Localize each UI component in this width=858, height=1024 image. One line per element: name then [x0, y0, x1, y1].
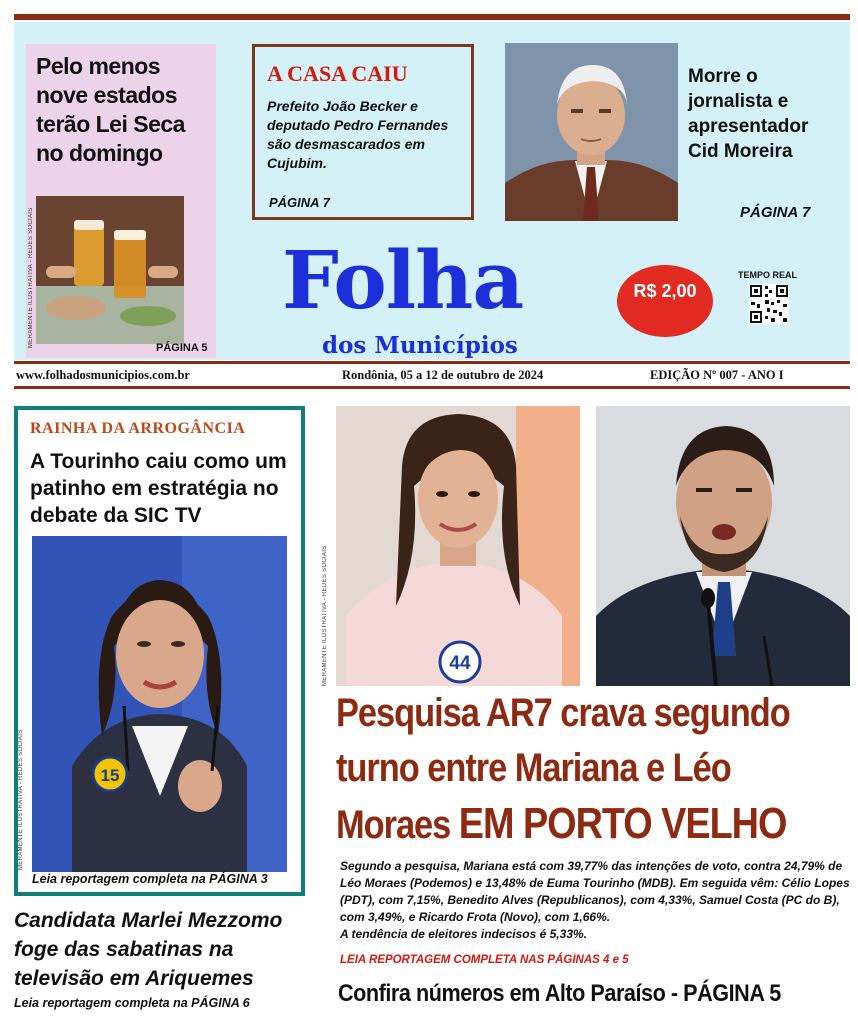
- pesquisa-body: [340, 858, 854, 943]
- pesquisa-body-indecisos: A tendência de eleitores indecisos é 5,33%.: [340, 927, 587, 941]
- marlei-headline[interactable]: Candidata Marlei Mezzomo foge das sabatinas na televisão em Ariquemes: [14, 909, 283, 990]
- leo-moraes-photo[interactable]: [596, 406, 850, 686]
- newspaper-logo-title: Folha: [282, 233, 524, 327]
- alto-paraiso-headline[interactable]: Confira números em Alto Paraíso - PÁGINA 5: [338, 980, 781, 1007]
- casa-caiu-headline: A CASA CAIU: [267, 61, 408, 86]
- pesquisa-read-more[interactable]: LEIA REPORTAGEM COMPLETA NAS PÁGINAS 4 e 5: [340, 954, 629, 966]
- pesquisa-body-paragraph: Segundo a pesquisa, Mariana está com 39,77% das intenções de voto, contra 24,79% de Léo Moraes (Podemos) e 13,48% de Euma Tourinho (MDB). Em seguida vêm: Célio Lopes (PDT), com 7,15%, Benedito Alves (Republicanos), com 4,33%, Samuel Costa (PC do B), com 3,49%, e Ricardo Frota (Novo), com 1,66%.: [340, 859, 850, 924]
- pesquisa-headline-emphasis: EM PORTO VELHO: [458, 799, 787, 848]
- casa-caiu-box[interactable]: [252, 44, 474, 220]
- cid-moreira-photo[interactable]: [505, 43, 678, 221]
- website-link[interactable]: www.folhadosmunicipios.com.br: [16, 368, 190, 382]
- rainha-headline: A Tourinho caiu como um patinho em estratégia no debate da SIC TV: [30, 450, 287, 527]
- rainha-story-box[interactable]: [14, 406, 305, 896]
- marlei-read-more[interactable]: Leia reportagem completa na PÁGINA 6: [14, 996, 250, 1010]
- dateline: Rondônia, 05 a 12 de outubro de 2024: [342, 368, 544, 382]
- rainha-photo-credit: MERAMENTE ILUSTRATIVA - REDES SOCIAIS: [18, 729, 24, 870]
- lei-seca-box[interactable]: [26, 44, 216, 358]
- pesquisa-headline[interactable]: [336, 686, 852, 853]
- lei-seca-page-ref: PÁGINA 5: [156, 342, 208, 354]
- casa-caiu-page-ref: PÁGINA 7: [269, 195, 330, 210]
- edition-label: EDIÇÃO Nº 007 - ANO I: [650, 368, 784, 382]
- info-bar: [14, 366, 850, 386]
- cid-moreira-portrait: [505, 43, 678, 221]
- mariana-photo[interactable]: [336, 406, 580, 686]
- pesquisa-headline-main: Pesquisa AR7 crava segundo turno entre Mariana e Léo Moraes: [336, 691, 790, 847]
- tourinho-debate-photo: [32, 536, 287, 872]
- candidate-number-badge: 15: [100, 766, 120, 785]
- pesquisa-photo-credit: MERAMENTE ILUSTRATIVA - REDES SOCIAIS: [322, 545, 328, 686]
- lei-seca-photo-credit: MERAMENTE ILUSTRATIVA - REDES SOCIAIS: [28, 207, 34, 348]
- mariana-portrait: [336, 406, 580, 686]
- rainha-read-more[interactable]: Leia reportagem completa na PÁGINA 3: [32, 872, 268, 886]
- rainha-kicker: RAINHA DA ARROGÂNCIA: [30, 420, 246, 437]
- beer-glasses-illustration: [36, 196, 184, 344]
- top-rule: [14, 14, 850, 20]
- cid-moreira-page-ref: PÁGINA 7: [740, 204, 811, 221]
- tempo-real-label: TEMPO REAL: [738, 270, 798, 280]
- debate-candidate-portrait: [32, 536, 287, 872]
- cid-moreira-headline[interactable]: Morre o jornalista e apresentador Cid Moreira: [688, 66, 809, 162]
- info-bar-top-rule: [14, 361, 850, 364]
- price-badge: R$ 2,00: [617, 265, 713, 337]
- qr-code-icon[interactable]: [749, 284, 789, 324]
- mariana-number-badge: 44: [449, 653, 471, 674]
- leo-moraes-portrait: [596, 406, 850, 686]
- lei-seca-headline: Pelo menos nove estados terão Lei Seca no domingo: [36, 53, 185, 166]
- info-bar-bottom-rule: [14, 386, 850, 389]
- casa-caiu-text: Prefeito João Becker e deputado Pedro Fernandes são desmascarados em Cujubim.: [267, 98, 449, 171]
- newspaper-logo-subtitle: dos Municípios: [322, 332, 518, 359]
- beer-toast-photo: [36, 196, 184, 344]
